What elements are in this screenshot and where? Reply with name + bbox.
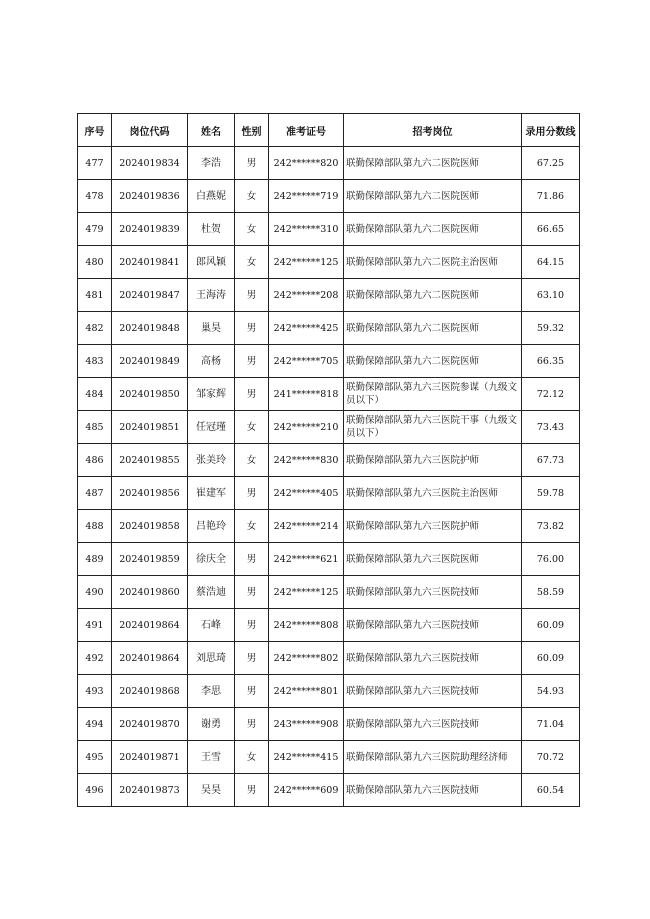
table-row (78, 411, 580, 444)
position-code-cell: 2024019864 (112, 609, 188, 642)
candidate-name-cell: 谢勇 (188, 708, 235, 741)
ticket-number-cell: 241******818 (269, 378, 344, 411)
candidate-name-cell: 石峰 (188, 609, 235, 642)
position-code-cell: 2024019851 (112, 411, 188, 444)
position-code-cell: 2024019848 (112, 312, 188, 345)
seq-cell: 495 (78, 741, 112, 774)
recruitment-post-cell: 联勤保障部队第九六三医院技师 (344, 576, 522, 609)
seq-cell: 494 (78, 708, 112, 741)
recruitment-post-cell: 联勤保障部队第九六三医院主治医师 (344, 477, 522, 510)
candidate-name-cell: 任冠瑾 (188, 411, 235, 444)
candidate-name-cell: 高杨 (188, 345, 235, 378)
position-code-cell: 2024019836 (112, 180, 188, 213)
gender-cell: 男 (235, 675, 269, 708)
table-row (78, 180, 580, 213)
table-row (78, 642, 580, 675)
score-cell: 71.04 (522, 708, 580, 741)
table-row (78, 576, 580, 609)
gender-cell: 男 (235, 279, 269, 312)
candidate-name-cell: 蔡浩迪 (188, 576, 235, 609)
recruitment-post-cell: 联勤保障部队第九六三医院技师 (344, 675, 522, 708)
gender-cell: 女 (235, 213, 269, 246)
header-ticket: 准考证号 (269, 114, 344, 147)
score-cell: 60.09 (522, 609, 580, 642)
table-row (78, 213, 580, 246)
position-code-cell: 2024019850 (112, 378, 188, 411)
gender-cell: 男 (235, 345, 269, 378)
recruitment-post-cell: 联勤保障部队第九六三医院护师 (344, 444, 522, 477)
ticket-number-cell: 242******405 (269, 477, 344, 510)
position-code-cell: 2024019841 (112, 246, 188, 279)
recruitment-post-cell: 联勤保障部队第九六三医院技师 (344, 609, 522, 642)
seq-cell: 492 (78, 642, 112, 675)
position-code-cell: 2024019860 (112, 576, 188, 609)
score-cell: 60.09 (522, 642, 580, 675)
candidate-name-cell: 巢昊 (188, 312, 235, 345)
position-code-cell: 2024019855 (112, 444, 188, 477)
candidate-name-cell: 李浩 (188, 147, 235, 180)
gender-cell: 男 (235, 378, 269, 411)
recruitment-post-cell: 联勤保障部队第九六二医院医师 (344, 180, 522, 213)
recruitment-post-cell: 联勤保障部队第九六三医院参谋（九级文员以下） (344, 378, 522, 411)
table-row (78, 609, 580, 642)
candidate-name-cell: 白燕妮 (188, 180, 235, 213)
gender-cell: 男 (235, 477, 269, 510)
table-row (78, 345, 580, 378)
ticket-number-cell: 243******908 (269, 708, 344, 741)
ticket-number-cell: 242******214 (269, 510, 344, 543)
seq-cell: 484 (78, 378, 112, 411)
seq-cell: 483 (78, 345, 112, 378)
candidate-name-cell: 邹家辉 (188, 378, 235, 411)
seq-cell: 485 (78, 411, 112, 444)
recruitment-post-cell: 联勤保障部队第九六二医院医师 (344, 279, 522, 312)
table-row (78, 477, 580, 510)
score-cell: 60.54 (522, 774, 580, 807)
position-code-cell: 2024019868 (112, 675, 188, 708)
candidate-name-cell: 王海涛 (188, 279, 235, 312)
position-code-cell: 2024019847 (112, 279, 188, 312)
ticket-number-cell: 242******801 (269, 675, 344, 708)
candidate-name-cell: 郎风颖 (188, 246, 235, 279)
recruitment-post-cell: 联勤保障部队第九六三医院干事（九级文员以下） (344, 411, 522, 444)
table-row (78, 147, 580, 180)
candidate-name-cell: 王雪 (188, 741, 235, 774)
ticket-number-cell: 242******310 (269, 213, 344, 246)
gender-cell: 男 (235, 609, 269, 642)
ticket-number-cell: 242******830 (269, 444, 344, 477)
candidate-name-cell: 李思 (188, 675, 235, 708)
header-gender: 性别 (235, 114, 269, 147)
recruitment-post-cell: 联勤保障部队第九六三医院护师 (344, 510, 522, 543)
candidate-name-cell: 徐庆全 (188, 543, 235, 576)
table-row (78, 312, 580, 345)
recruitment-post-cell: 联勤保障部队第九六三医院助理经济师 (344, 741, 522, 774)
score-cell: 73.43 (522, 411, 580, 444)
table-row (78, 510, 580, 543)
gender-cell: 女 (235, 510, 269, 543)
seq-cell: 488 (78, 510, 112, 543)
table-row (78, 708, 580, 741)
score-cell: 73.82 (522, 510, 580, 543)
candidate-name-cell: 吕艳玲 (188, 510, 235, 543)
recruitment-post-cell: 联勤保障部队第九六三医院技师 (344, 708, 522, 741)
ticket-number-cell: 242******208 (269, 279, 344, 312)
position-code-cell: 2024019873 (112, 774, 188, 807)
seq-cell: 491 (78, 609, 112, 642)
score-cell: 54.93 (522, 675, 580, 708)
table-row (78, 378, 580, 411)
table-row (78, 444, 580, 477)
table-row (78, 741, 580, 774)
candidate-name-cell: 张美玲 (188, 444, 235, 477)
gender-cell: 男 (235, 576, 269, 609)
gender-cell: 男 (235, 312, 269, 345)
ticket-number-cell: 242******609 (269, 774, 344, 807)
seq-cell: 487 (78, 477, 112, 510)
header-code: 岗位代码 (112, 114, 188, 147)
seq-cell: 486 (78, 444, 112, 477)
table-row (78, 675, 580, 708)
score-cell: 70.72 (522, 741, 580, 774)
ticket-number-cell: 242******820 (269, 147, 344, 180)
ticket-number-cell: 242******808 (269, 609, 344, 642)
ticket-number-cell: 242******425 (269, 312, 344, 345)
seq-cell: 481 (78, 279, 112, 312)
score-cell: 71.86 (522, 180, 580, 213)
gender-cell: 女 (235, 180, 269, 213)
table-body (78, 147, 580, 807)
position-code-cell: 2024019856 (112, 477, 188, 510)
seq-cell: 482 (78, 312, 112, 345)
seq-cell: 493 (78, 675, 112, 708)
seq-cell: 490 (78, 576, 112, 609)
header-name: 姓名 (188, 114, 235, 147)
recruitment-post-cell: 联勤保障部队第九六二医院医师 (344, 345, 522, 378)
gender-cell: 女 (235, 741, 269, 774)
ticket-number-cell: 242******802 (269, 642, 344, 675)
seq-cell: 479 (78, 213, 112, 246)
score-cell: 67.25 (522, 147, 580, 180)
candidate-name-cell: 杜贺 (188, 213, 235, 246)
score-cell: 72.12 (522, 378, 580, 411)
table-row (78, 246, 580, 279)
recruitment-post-cell: 联勤保障部队第九六三医院医师 (344, 543, 522, 576)
gender-cell: 女 (235, 411, 269, 444)
score-cell: 67.73 (522, 444, 580, 477)
admission-score-table (77, 113, 580, 807)
position-code-cell: 2024019834 (112, 147, 188, 180)
table-row (78, 774, 580, 807)
header-post: 招考岗位 (344, 114, 522, 147)
table-row (78, 543, 580, 576)
score-cell: 63.10 (522, 279, 580, 312)
score-cell: 58.59 (522, 576, 580, 609)
candidate-name-cell: 崔建军 (188, 477, 235, 510)
ticket-number-cell: 242******415 (269, 741, 344, 774)
gender-cell: 男 (235, 543, 269, 576)
position-code-cell: 2024019858 (112, 510, 188, 543)
candidate-name-cell: 吴昊 (188, 774, 235, 807)
header-seq: 序号 (78, 114, 112, 147)
gender-cell: 男 (235, 147, 269, 180)
position-code-cell: 2024019839 (112, 213, 188, 246)
gender-cell: 女 (235, 444, 269, 477)
score-cell: 66.35 (522, 345, 580, 378)
seq-cell: 480 (78, 246, 112, 279)
ticket-number-cell: 242******705 (269, 345, 344, 378)
ticket-number-cell: 242******125 (269, 246, 344, 279)
ticket-number-cell: 242******125 (269, 576, 344, 609)
position-code-cell: 2024019864 (112, 642, 188, 675)
seq-cell: 477 (78, 147, 112, 180)
header-score: 录用分数线 (522, 114, 580, 147)
seq-cell: 489 (78, 543, 112, 576)
recruitment-post-cell: 联勤保障部队第九六二医院医师 (344, 147, 522, 180)
score-cell: 59.32 (522, 312, 580, 345)
recruitment-post-cell: 联勤保障部队第九六三医院技师 (344, 774, 522, 807)
seq-cell: 496 (78, 774, 112, 807)
gender-cell: 男 (235, 642, 269, 675)
header-row (78, 114, 580, 147)
recruitment-post-cell: 联勤保障部队第九六三医院技师 (344, 642, 522, 675)
score-cell: 76.00 (522, 543, 580, 576)
position-code-cell: 2024019849 (112, 345, 188, 378)
position-code-cell: 2024019870 (112, 708, 188, 741)
candidate-name-cell: 刘思琦 (188, 642, 235, 675)
table-row (78, 279, 580, 312)
gender-cell: 女 (235, 246, 269, 279)
score-cell: 59.78 (522, 477, 580, 510)
score-cell: 66.65 (522, 213, 580, 246)
score-cell: 64.15 (522, 246, 580, 279)
position-code-cell: 2024019859 (112, 543, 188, 576)
gender-cell: 男 (235, 774, 269, 807)
recruitment-post-cell: 联勤保障部队第九六二医院主治医师 (344, 246, 522, 279)
seq-cell: 478 (78, 180, 112, 213)
gender-cell: 男 (235, 708, 269, 741)
ticket-number-cell: 242******719 (269, 180, 344, 213)
recruitment-post-cell: 联勤保障部队第九六二医院医师 (344, 213, 522, 246)
position-code-cell: 2024019871 (112, 741, 188, 774)
ticket-number-cell: 242******210 (269, 411, 344, 444)
ticket-number-cell: 242******621 (269, 543, 344, 576)
recruitment-post-cell: 联勤保障部队第九六二医院医师 (344, 312, 522, 345)
